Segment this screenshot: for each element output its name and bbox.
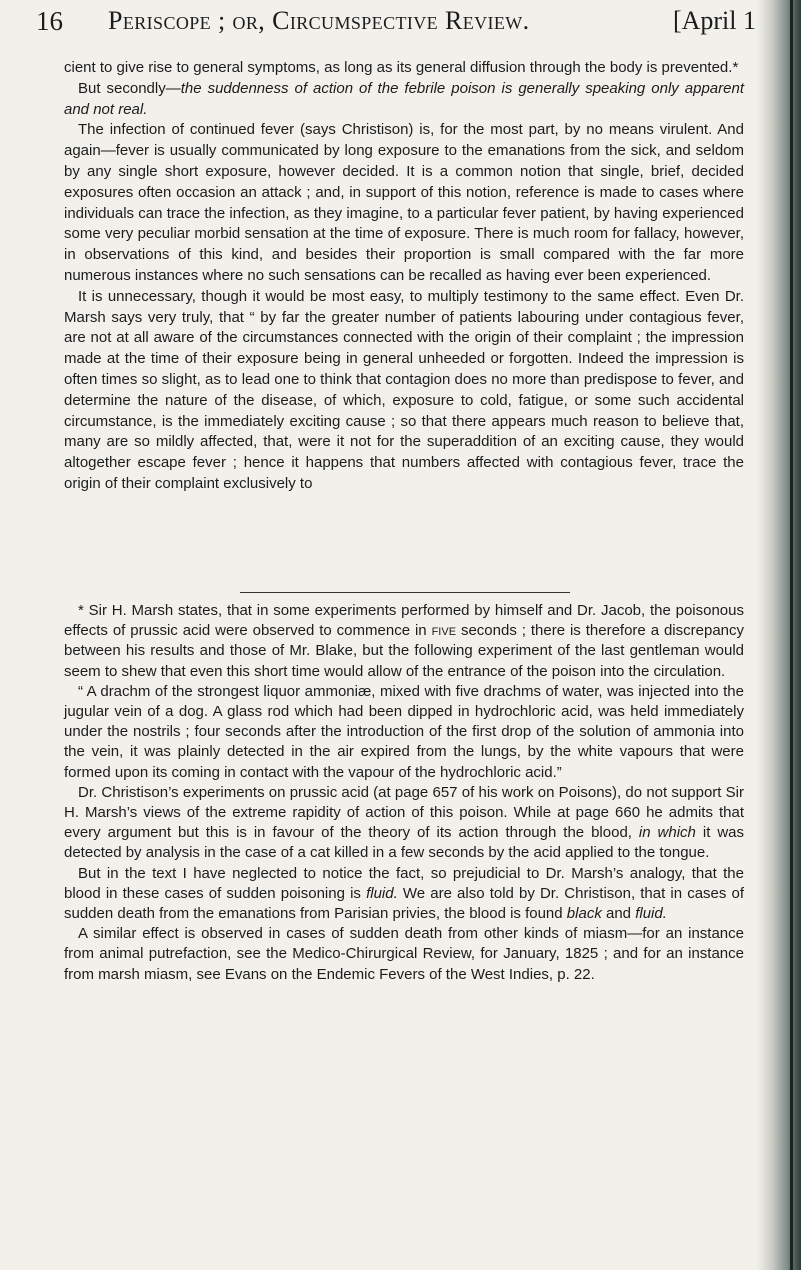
footnote-3a: Dr. Christison’s experiments on prussic acid (at page 657 of his work on Poisons), do not support Sir H. Marsh’s views of the extreme rapidity of action of this poison. While at page 660 he admits that every argument but this is in favour of the theory of its action through the blood,: [64, 783, 744, 842]
running-header: [36, 4, 756, 48]
paragraph-4: It is unnecessary, though it would be most easy, to multiply testimony to the same effect. Even Dr. Marsh says very truly, that “ by far the greater number of patients labouring under contagious fever, are not at all aware of the circumstances connected with the origin of their complaint ; the impression made at the time of their exposure being in general unheeded or forgotten. Indeed the impression is often times so slight, as to lead one to think that contagion does no more than predispose to fever, and determine the nature of the disease, of which, exposure to cold, fatigue, or some such accidental circumstance, is the immediately exciting cause ; so that there appears much reason to believe that, many are so mildly affected, that, were it not for the superaddition of an exciting cause, they would altogether escape fever ; hence it happens that numbers affected with contagious fever, trace the origin of their complaint exclusively to: [64, 287, 744, 492]
footnote-divider: [240, 592, 570, 593]
footnote-4-and: and: [606, 905, 632, 923]
issue-date: [April 1: [672, 6, 756, 35]
page-number: 16: [36, 6, 63, 36]
paragraph-1: cient to give rise to general symptoms, as long as its general diffusion through the body is prevented.*: [64, 59, 739, 76]
footnote-para-3: [64, 783, 744, 864]
paragraph-2-lead: But secondly—: [78, 79, 181, 97]
footnote-1b: seconds ; there is therefore a discrepancy between his results and those of Mr. Blake, but the following experiment of the last gentleman would seem to shew that even this short time would allow of the entrance of the poison into the circulation.: [64, 622, 745, 680]
footnote-para-4: [64, 864, 744, 925]
footnote-1a: * Sir H. Marsh states, that in some experiments performed by himself and Dr. Jacob, the poisonous effects of prussic acid were observed to commence in: [64, 602, 744, 640]
footnote-five: five: [431, 622, 457, 640]
paragraph-2-italic: the suddenness of action of the febrile poison is generally speaking only apparent and not real.: [64, 79, 744, 118]
running-title: Periscope ; or, Circumspective Review.: [108, 6, 530, 35]
footnote-4-black: black: [566, 905, 602, 923]
paragraph-3: The infection of continued fever (says Christison) is, for the most part, by no means virulent. And again—fever is usually communicated by long exposure to the emanations from the sick, and seldom by any single short exposure, however decided. It is a common notion that single, brief, decided exposures often occasion an attack ; and, in support of this notion, reference is made to cases where individuals can trace the infection, as they imagine, to a particular fever patient, by having experienced some very peculiar morbid sensation at the time of exposure. There is much room for fallacy, however, in observations of this kind, and besides their proportion is small compared with the far more numerous instances where no such sensations can be recalled as having ever been experienced.: [64, 121, 744, 284]
footnote-4a: But in the text I have neglected to notice the fact, so prejudicial to Dr. Marsh’s analogy, that the blood in these cases of sudden poisoning is: [64, 864, 744, 902]
footnote-para-2: “ A drachm of the strongest liquor ammoniæ, mixed with five drachms of water, was injected into the jugular vein of a dog. A glass rod which had been dipped in hydrochloric acid, was held immediately under the nostrils ; four seconds after the introduction of the first drop of the solution of ammonia into the vein, it was plainly detected in the air expired from the lungs, by the white vapours that were formed upon its coming in contact with the vapour of the hydrochloric acid.”: [64, 682, 744, 781]
page-edge-shadow: [757, 0, 801, 1270]
footnote-3-italic: in which: [638, 824, 696, 842]
footnote-4-fluid2: fluid.: [635, 905, 667, 923]
main-text: [64, 58, 744, 495]
footnote-4b: We are also told by Dr. Christison, that in cases of sudden death from the emanations from Parisian privies, the blood is found: [64, 884, 745, 923]
footnote: [64, 601, 744, 985]
paragraph-2: [64, 79, 744, 121]
footnote-para-5: A similar effect is observed in cases of sudden death from other kinds of miasm—for an instance from animal putrefaction, see the Medico-Chirurgical Review, for January, 1825 ; and for an instance from marsh miasm, see Evans on the Endemic Fevers of the West Indies, p. 22.: [64, 925, 744, 983]
page-edge-line: [790, 0, 793, 1270]
footnote-3b: it was detected by analysis in the case of a cat killed in a few seconds by the acid applied to the tongue.: [64, 824, 745, 862]
footnote-para-1: [64, 601, 744, 682]
footnote-4-fluid: fluid.: [366, 884, 398, 902]
